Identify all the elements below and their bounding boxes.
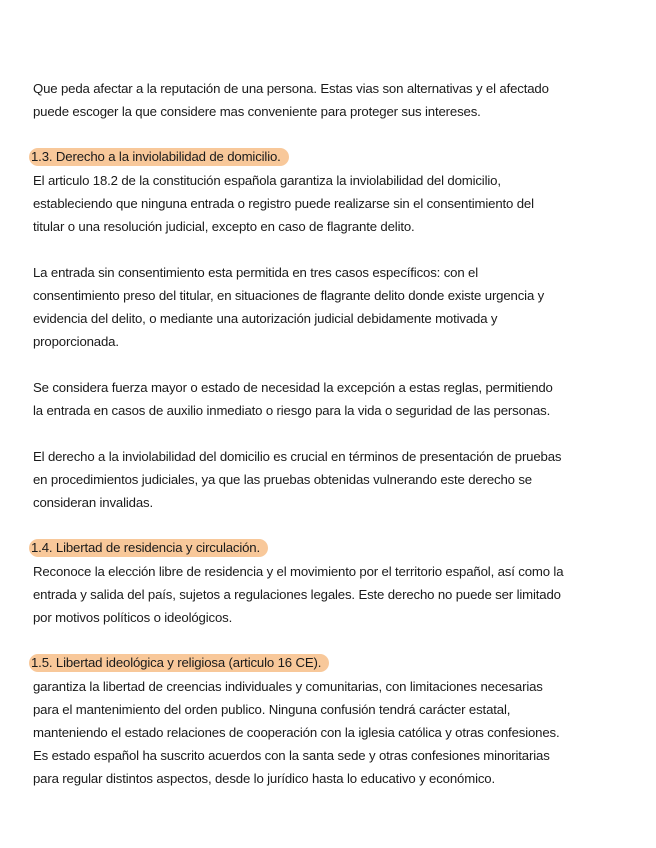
document-page xyxy=(33,77,633,790)
section-1-3-paragraph-2 xyxy=(33,261,633,353)
text-line: para regular distintos aspectos, desde lo jurídico hasta lo educativo y económico. xyxy=(33,771,495,786)
text-line: entrada y salida del país, sujetos a regulaciones legales. Este derecho no puede ser limitado xyxy=(33,587,561,602)
section-1-3-paragraph-4 xyxy=(33,445,633,514)
section-1-4-paragraph-1 xyxy=(33,560,633,629)
intro-paragraph xyxy=(33,77,633,123)
text-line: consideran invalidas. xyxy=(33,495,154,510)
text-line: Es estado español ha suscrito acuerdos con la santa sede y otras confesiones minoritarias xyxy=(33,748,550,763)
text-line: El derecho a la inviolabilidad del domicilio es crucial en términos de presentación de pruebas xyxy=(33,449,562,464)
text-line: El articulo 18.2 de la constitución española garantiza la inviolabilidad del domicilio, xyxy=(33,173,501,188)
section-1-3-paragraph-3 xyxy=(33,376,633,422)
highlighted-heading-text: 1.5. Libertad ideológica y religiosa (articulo 16 CE). xyxy=(29,654,329,672)
text-line: Que peda afectar a la reputación de una persona. Estas vias son alternativas y el afectado xyxy=(33,81,549,96)
text-line: garantiza la libertad de creencias individuales y comunitarias, con limitaciones necesarias xyxy=(33,679,543,694)
text-line: Se considera fuerza mayor o estado de necesidad la excepción a estas reglas, permitiendo xyxy=(33,380,553,395)
text-line: en procedimientos judiciales, ya que las pruebas obtenidas vulnerando este derecho se xyxy=(33,472,532,487)
text-line: estableciendo que ninguna entrada o registro puede realizarse sin el consentimiento del xyxy=(33,196,534,211)
section-heading-1-5 xyxy=(33,652,633,675)
text-line: La entrada sin consentimiento esta permitida en tres casos específicos: con el xyxy=(33,265,478,280)
section-heading-1-3 xyxy=(33,146,633,169)
section-1-3-paragraph-1 xyxy=(33,169,633,238)
text-line: para el mantenimiento del orden publico. Ninguna confusión tendrá carácter estatal, xyxy=(33,702,511,717)
text-line: la entrada en casos de auxilio inmediato o riesgo para la vida o seguridad de las personas. xyxy=(33,403,551,418)
text-line: por motivos políticos o ideológicos. xyxy=(33,610,233,625)
text-line: titular o una resolución judicial, excepto en caso de flagrante delito. xyxy=(33,219,415,234)
section-1-5-paragraph-1 xyxy=(33,675,633,790)
text-line: proporcionada. xyxy=(33,334,119,349)
text-line: Reconoce la elección libre de residencia y el movimiento por el territorio español, así como la xyxy=(33,564,564,579)
section-heading-1-4 xyxy=(33,537,633,560)
text-line: consentimiento preso del titular, en situaciones de flagrante delito donde existe urgencia y xyxy=(33,288,545,303)
highlighted-heading-text: 1.4. Libertad de residencia y circulación. xyxy=(29,539,268,557)
text-line: evidencia del delito, o mediante una autorización judicial debidamente motivada y xyxy=(33,311,498,326)
highlighted-heading-text: 1.3. Derecho a la inviolabilidad de domicilio. xyxy=(29,148,289,166)
text-line: manteniendo el estado relaciones de cooperación con la iglesia católica y otras confesiones. xyxy=(33,725,560,740)
text-line: puede escoger la que considere mas conveniente para proteger sus intereses. xyxy=(33,104,481,119)
